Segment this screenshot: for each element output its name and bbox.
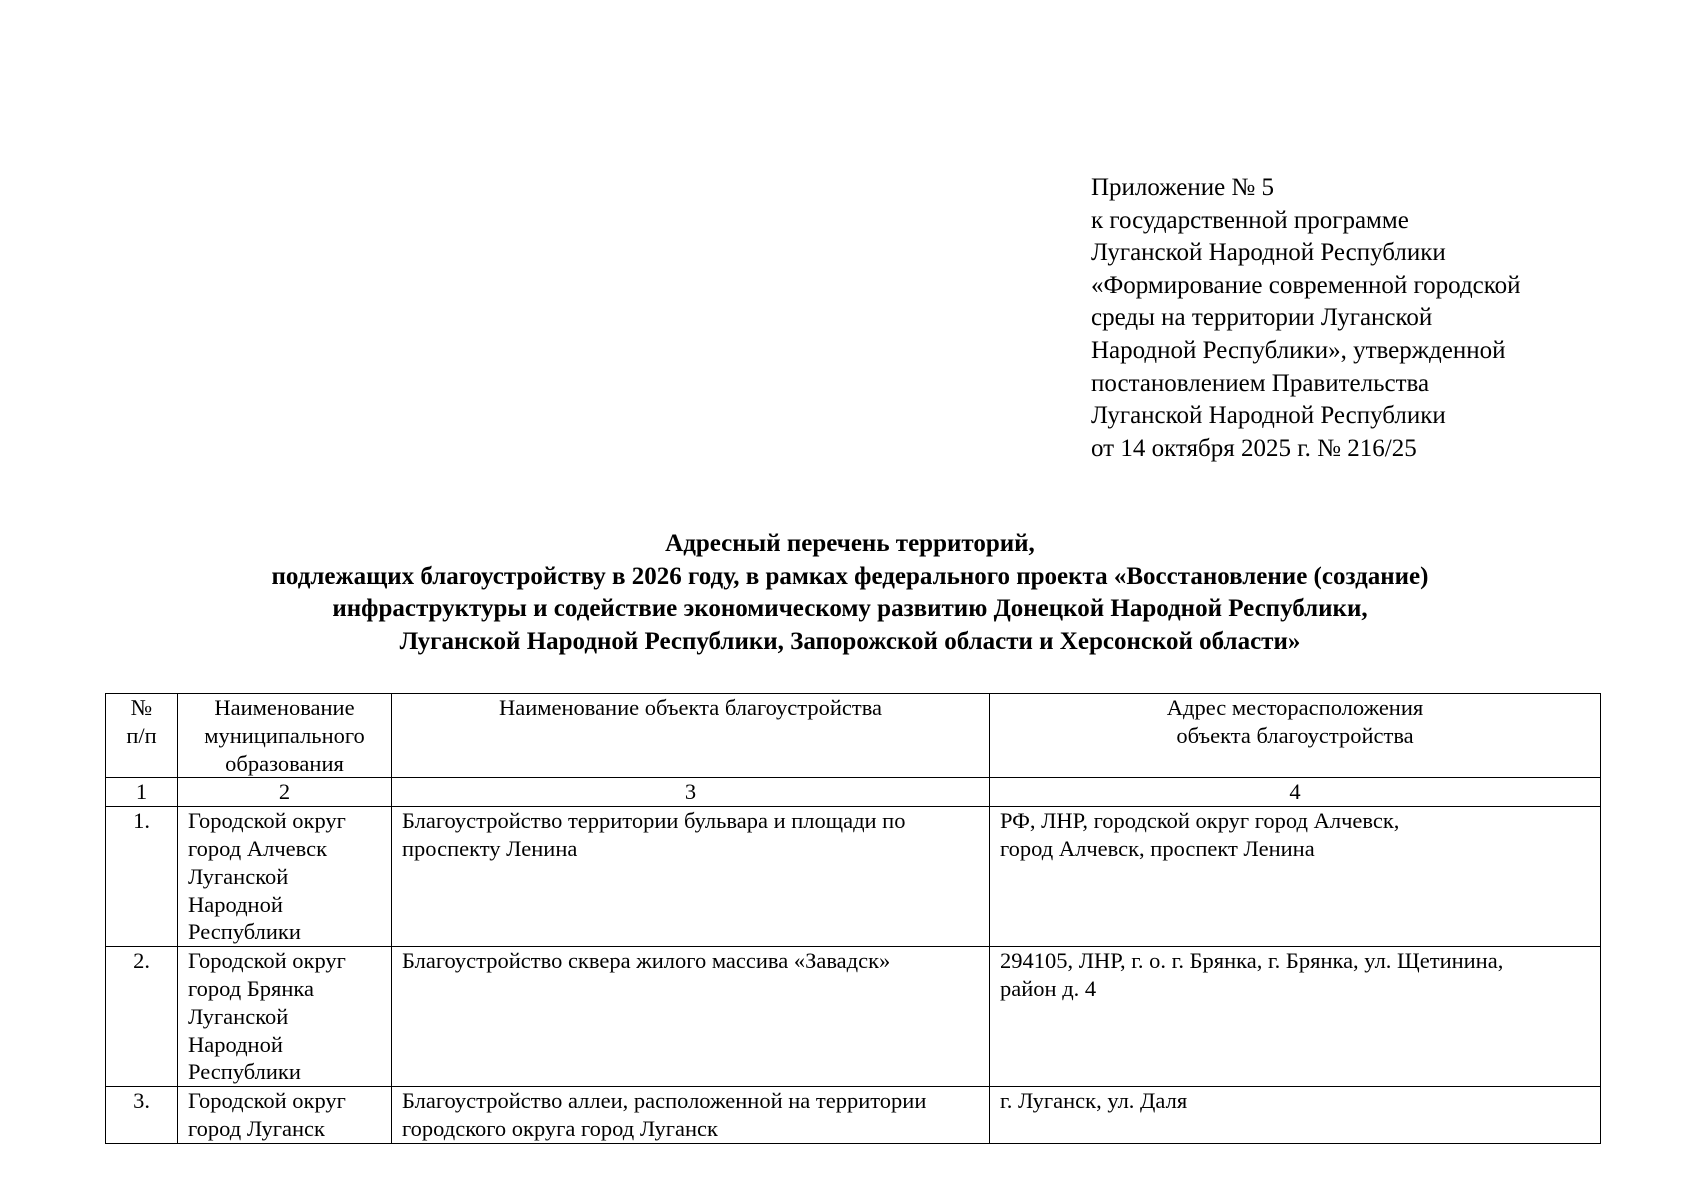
table-row: [106, 947, 1601, 1087]
appendix-line: «Формирование современной городской: [1091, 271, 1521, 299]
appendix-line: Народной Республики», утвержденной: [1091, 336, 1506, 364]
row-number: 2.: [106, 947, 178, 1087]
header-address: Адрес месторасположения объекта благоустройства: [990, 694, 1601, 778]
title-line: Луганской Народной Республики, Запорожской области и Херсонской области»: [399, 627, 1301, 655]
appendix-line: постановлением Правительства: [1091, 369, 1430, 397]
row-address: 294105, ЛНР, г. о. г. Брянка, г. Брянка, ул. Щетинина, район д. 4: [990, 947, 1601, 1087]
row-object: Благоустройство аллеи, расположенной на территории городского округа город Луганск: [392, 1087, 990, 1144]
address-list-table: [105, 693, 1601, 1144]
row-number: 1.: [106, 807, 178, 947]
appendix-line: Луганской Народной Республики: [1091, 402, 1446, 430]
column-number: 2: [178, 778, 392, 807]
appendix-block: [1091, 172, 1651, 465]
row-address: г. Луганск, ул. Даля: [990, 1087, 1601, 1144]
column-number-row: [106, 778, 1601, 807]
appendix-line: Луганской Народной Республики: [1091, 239, 1446, 267]
document-title: [100, 528, 1600, 658]
table-row: [106, 1087, 1601, 1144]
column-number: 4: [990, 778, 1601, 807]
row-municipality: Городской округ город Брянка Луганской Народной Республики: [178, 947, 392, 1087]
row-address: РФ, ЛНР, городской округ город Алчевск, город Алчевск, проспект Ленина: [990, 807, 1601, 947]
appendix-line: Приложение № 5: [1091, 174, 1275, 201]
row-municipality: Городской округ город Алчевск Луганской Народной Республики: [178, 807, 392, 947]
header-number: № п/п: [106, 694, 178, 778]
appendix-line: от 14 октября 2025 г. № 216/25: [1091, 434, 1417, 462]
row-number: 3.: [106, 1087, 178, 1144]
table-header-row: [106, 694, 1601, 778]
title-line: инфраструктуры и содействие экономическому развитию Донецкой Народной Республики,: [332, 595, 1368, 623]
header-object: Наименование объекта благоустройства: [392, 694, 990, 778]
appendix-line: среды на территории Луганской: [1091, 304, 1433, 332]
row-object: Благоустройство территории бульвара и площади по проспекту Ленина: [392, 807, 990, 947]
column-number: 1: [106, 778, 178, 807]
header-municipality: Наименование муниципального образования: [178, 694, 392, 778]
title-line: подлежащих благоустройству в 2026 году, в рамках федерального проекта «Восстановление (создание): [271, 562, 1429, 590]
appendix-line: к государственной программе: [1091, 206, 1409, 234]
row-municipality: Городской округ город Луганск: [178, 1087, 392, 1144]
row-object: Благоустройство сквера жилого массива «Завадск»: [392, 947, 990, 1087]
column-number: 3: [392, 778, 990, 807]
table-row: [106, 807, 1601, 947]
title-line: Адресный перечень территорий,: [665, 530, 1035, 557]
